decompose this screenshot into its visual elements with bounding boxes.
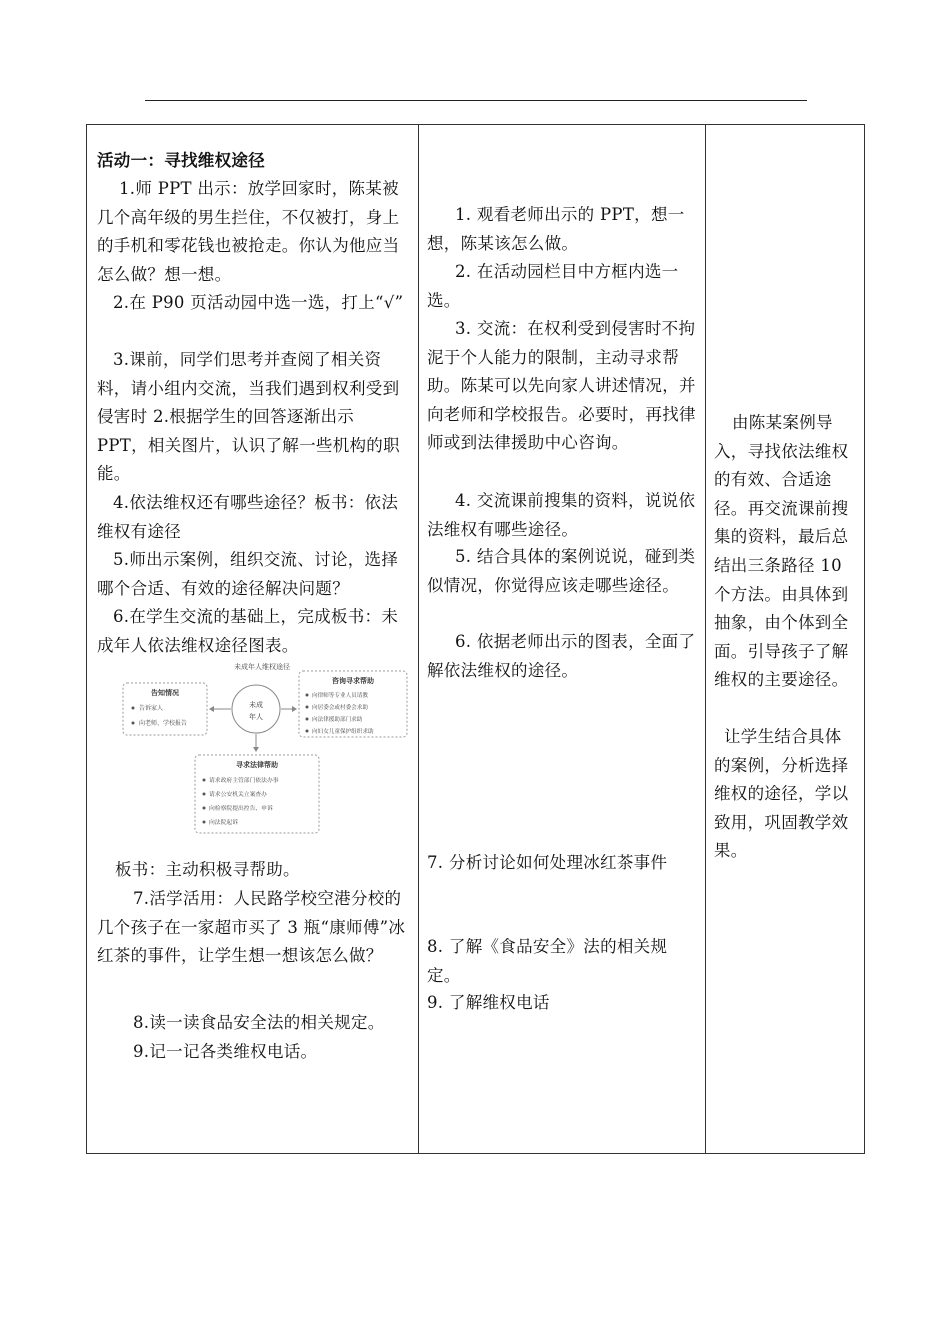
activity-title: 活动一：寻找维权途径 — [97, 151, 265, 170]
student-activity-cell — [419, 125, 706, 1154]
center-circle — [232, 685, 280, 733]
teacher-step-8: 8.读一读食品安全法的相关规定。 — [133, 1013, 385, 1032]
student-step-8: 8. 了解《食品安全》法的相关规定。 — [427, 937, 668, 985]
bottom-item-4: 向法院起诉 — [209, 820, 238, 826]
teacher-step-3: 3.课前，同学们思考并查阅了相关资料，请小组内交流，当我们遇到权利受到侵害时 2.根据学生的回答逐渐出示 PPT，相关图片，认识了解一些机构的职能。 — [97, 350, 400, 484]
teacher-step-1: 1.师 PPT 出示：放学回家时，陈某被几个高年级的男生拦住，不仅被打，身上的手机和零花钱也被抢走。你认为他应当怎么做？想一想。 — [97, 179, 400, 284]
student-step-7: 7. 分析讨论如何处理冰红茶事件 — [427, 853, 668, 872]
teacher-step-9: 9.记一记各类维权电话。 — [133, 1042, 318, 1061]
bottom-item-1: 请求政府主管部门依法办事 — [209, 778, 279, 784]
left-item-1: 告诉家人 — [139, 705, 164, 712]
right-item-3: 向法律援助部门求助 — [312, 717, 363, 723]
student-step-6: 6. 依据老师出示的图表，全面了解依法维权的途径。 — [427, 632, 696, 680]
left-item-2: 向老师、学校报告 — [139, 720, 188, 727]
right-item-1: 向律师等专业人员请教 — [312, 693, 368, 699]
design-intent-cell — [706, 125, 865, 1154]
diagram-title: 未成年人维权途径 — [234, 663, 290, 671]
bullet — [132, 722, 135, 725]
center-label-1: 未成 — [249, 701, 263, 709]
student-step-1: 1. 观看老师出示的 PPT，想一想，陈某该怎么做。 — [427, 205, 685, 253]
bullet — [132, 707, 135, 710]
teacher-step-6: 6.在学生交流的基础上，完成板书：未成年人依法维权途径图表。 — [97, 607, 399, 655]
bottom-item-3: 向检察院提出控告、申诉 — [209, 806, 273, 812]
bottom-item-2: 请求公安机关立案查办 — [209, 792, 267, 798]
intent-paragraph-2: 让学生结合具体的案例，分析选择维权的途径，学以致用，巩固教学效果。 — [714, 727, 849, 861]
arrow-down-head — [253, 747, 259, 752]
teacher-step-7: 7.活学活用：人民路学校空港分校的几个孩子在一家超市买了 3 瓶“康师傅”冰红茶的事件，让学生想一想该怎么做？ — [97, 889, 406, 966]
teacher-step-4: 4.依法维权还有哪些途径？板书：依法维权有途径 — [97, 493, 399, 541]
left-box-title: 告知情况 — [151, 689, 179, 697]
arrow-left-head — [209, 706, 214, 712]
intent-paragraph-1: 由陈某案例导入，寻找依法维权的有效、合适途径。再交流课前搜集的资料，最后总结出三条路径 10 个方法。由具体到抽象，由个体到全面。引导孩子了解维权的主要途径。 — [714, 413, 849, 690]
student-step-4: 4. 交流课前搜集的资料，说说依法维权有哪些途径。 — [427, 491, 696, 539]
right-item-2: 向居委会或村委会求助 — [312, 705, 368, 711]
right-item-4: 向妇女儿童保护组织求助 — [312, 729, 374, 735]
student-step-3: 3. 交流：在权利受到侵害时不拘泥于个人能力的限制，主动寻求帮助。陈某可以先向家人讲述情况，并向老师和学校报告。必要时，再找律师或到法律援助中心咨询。 — [427, 319, 696, 453]
student-step-2: 2. 在活动园栏目中方框内选一选。 — [427, 262, 679, 310]
teacher-step-5: 5.师出示案例，组织交流、讨论，选择哪个合适、有效的途径解决问题？ — [97, 550, 399, 598]
student-step-5: 5. 结合具体的案例说说，碰到类似情况，你觉得应该走哪些途径。 — [427, 547, 696, 595]
lesson-table — [86, 124, 865, 1154]
bottom-box-title: 寻求法律帮助 — [236, 761, 278, 769]
teacher-activity-cell — [87, 125, 419, 1154]
board-note: 板书：主动积极寻帮助。 — [115, 860, 300, 879]
teacher-step-2: 2.在 P90 页活动园中选一选，打上“√” — [113, 293, 404, 312]
center-label-2: 年人 — [249, 713, 263, 721]
arrow-right-head — [292, 706, 297, 712]
rights-path-diagram — [119, 661, 411, 837]
student-step-9: 9. 了解维权电话 — [427, 993, 550, 1012]
header-rule — [145, 100, 807, 101]
right-box-title: 咨询寻求帮助 — [332, 677, 374, 685]
